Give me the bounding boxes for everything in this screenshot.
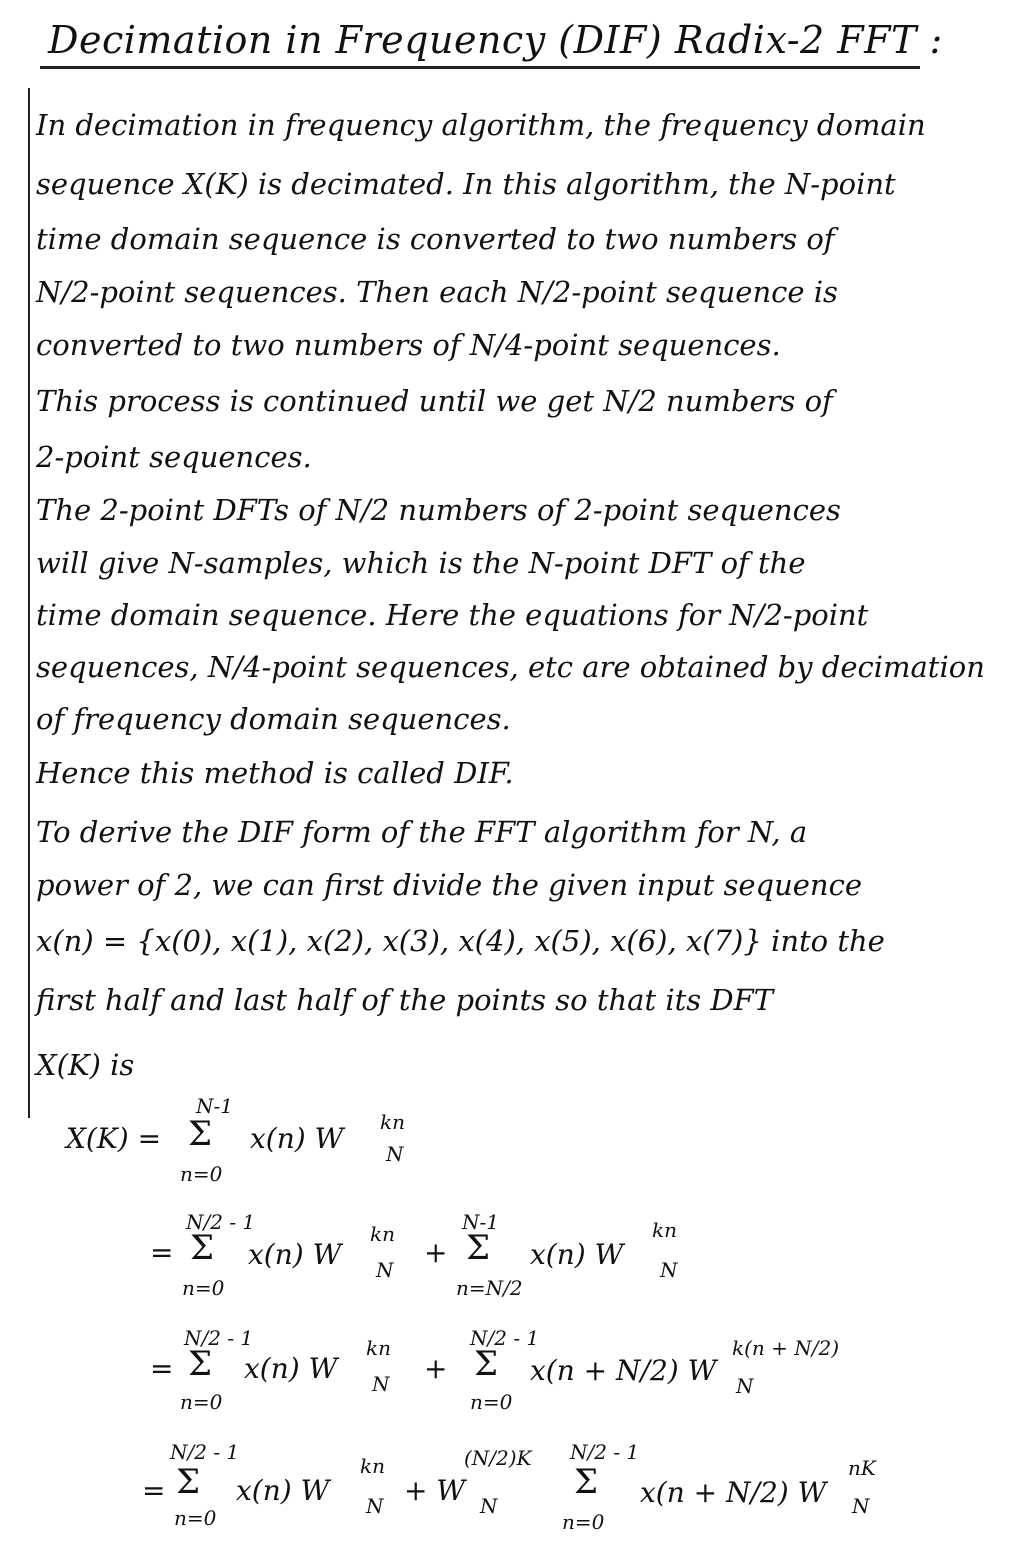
margin-line: [28, 88, 30, 1118]
eq2-plus: +: [424, 1236, 448, 1269]
eq3-lower-limit-2: n=0: [470, 1390, 513, 1414]
eq1-subscript: N: [386, 1142, 404, 1166]
eq3-equals: =: [150, 1352, 174, 1385]
eq4-subscript-1: N: [366, 1494, 384, 1518]
eq3-body-1: x(n) W: [244, 1352, 338, 1385]
eq2-upper-limit-2: N-1: [462, 1210, 499, 1234]
text-line: N/2-point sequences. Then each N/2-point sequence is: [36, 275, 838, 309]
eq1-upper-limit: N-1: [196, 1094, 233, 1118]
eq4-lower-limit-2: n=0: [562, 1510, 605, 1534]
eq2-subscript-1: N: [376, 1258, 394, 1282]
text-line: X(K) is: [36, 1048, 135, 1082]
text-line: 2-point sequences.: [36, 440, 312, 474]
eq3-subscript-1: N: [372, 1372, 390, 1396]
text-line: x(n) = {x(0), x(1), x(2), x(3), x(4), x(5), x(6), x(7)} into the: [36, 924, 885, 958]
eq3-superscript-2: k(n + N/2): [732, 1336, 840, 1360]
text-line: In decimation in frequency algorithm, the frequency domain: [36, 108, 926, 142]
text-line: sequences, N/4-point sequences, etc are obtained by decimation: [36, 650, 985, 684]
eq2-subscript-2: N: [660, 1258, 678, 1282]
eq4-plus-w: + W: [404, 1474, 466, 1507]
eq2-lower-limit-1: n=0: [182, 1276, 225, 1300]
text-line: time domain sequence is converted to two numbers of: [36, 222, 835, 256]
sigma-icon: Σ: [176, 1462, 201, 1502]
eq3-plus: +: [424, 1352, 448, 1385]
text-line: To derive the DIF form of the FFT algorithm for N, a: [36, 815, 808, 849]
eq2-lower-limit-2: n=N/2: [456, 1276, 523, 1300]
eq2-body-2: x(n) W: [530, 1238, 624, 1271]
text-line: first half and last half of the points so that its DFT: [36, 983, 774, 1017]
text-line: This process is continued until we get N/2 numbers of: [36, 384, 833, 418]
eq4-lower-limit-1: n=0: [174, 1506, 217, 1530]
eq3-upper-limit-2: N/2 - 1: [470, 1326, 540, 1350]
eq2-body-1: x(n) W: [248, 1238, 342, 1271]
sigma-icon: Σ: [466, 1228, 491, 1268]
text-line: Hence this method is called DIF.: [36, 756, 514, 790]
eq4-body-1: x(n) W: [236, 1474, 330, 1507]
sigma-icon: Σ: [188, 1344, 213, 1384]
eq4-body-2: x(n + N/2) W: [640, 1476, 827, 1509]
eq4-subscript-2: N: [852, 1494, 870, 1518]
eq4-upper-limit-1: N/2 - 1: [170, 1440, 240, 1464]
text-line: power of 2, we can first divide the given input sequence: [36, 868, 863, 902]
eq4-superscript-1: kn: [360, 1454, 385, 1478]
sigma-icon: Σ: [188, 1114, 213, 1154]
eq1-superscript: kn: [380, 1110, 405, 1134]
eq4-superscript-mid: (N/2)K: [464, 1446, 532, 1470]
text-line: of frequency domain sequences.: [36, 702, 511, 736]
title-underline: [40, 66, 920, 69]
sigma-icon: Σ: [190, 1228, 215, 1268]
eq1-body: x(n) W: [250, 1122, 344, 1155]
eq1-lower-limit: n=0: [180, 1162, 223, 1186]
eq4-equals: =: [142, 1474, 166, 1507]
eq3-body-2: x(n + N/2) W: [530, 1354, 717, 1387]
text-line: The 2-point DFTs of N/2 numbers of 2-point sequences: [36, 493, 841, 527]
page-title: Decimation in Frequency (DIF) Radix-2 FFT :: [48, 18, 943, 62]
eq3-upper-limit-1: N/2 - 1: [184, 1326, 254, 1350]
eq2-upper-limit-1: N/2 - 1: [186, 1210, 256, 1234]
eq2-superscript-1: kn: [370, 1222, 395, 1246]
sigma-icon: Σ: [474, 1344, 499, 1384]
eq3-lower-limit-1: n=0: [180, 1390, 223, 1414]
eq1-lhs: X(K) =: [66, 1122, 162, 1155]
text-line: converted to two numbers of N/4-point sequences.: [36, 328, 781, 362]
eq4-superscript-2: nK: [848, 1456, 876, 1480]
eq3-superscript-1: kn: [366, 1336, 391, 1360]
eq2-equals: =: [150, 1236, 174, 1269]
eq4-subscript-mid: N: [480, 1494, 498, 1518]
text-line: will give N-samples, which is the N-point DFT of the: [36, 546, 806, 580]
text-line: time domain sequence. Here the equations for N/2-point: [36, 598, 869, 632]
sigma-icon: Σ: [574, 1462, 599, 1502]
text-line: sequence X(K) is decimated. In this algorithm, the N-point: [36, 167, 896, 201]
eq3-subscript-2: N: [736, 1374, 754, 1398]
eq2-superscript-2: kn: [652, 1218, 677, 1242]
eq4-upper-limit-2: N/2 - 1: [570, 1440, 640, 1464]
